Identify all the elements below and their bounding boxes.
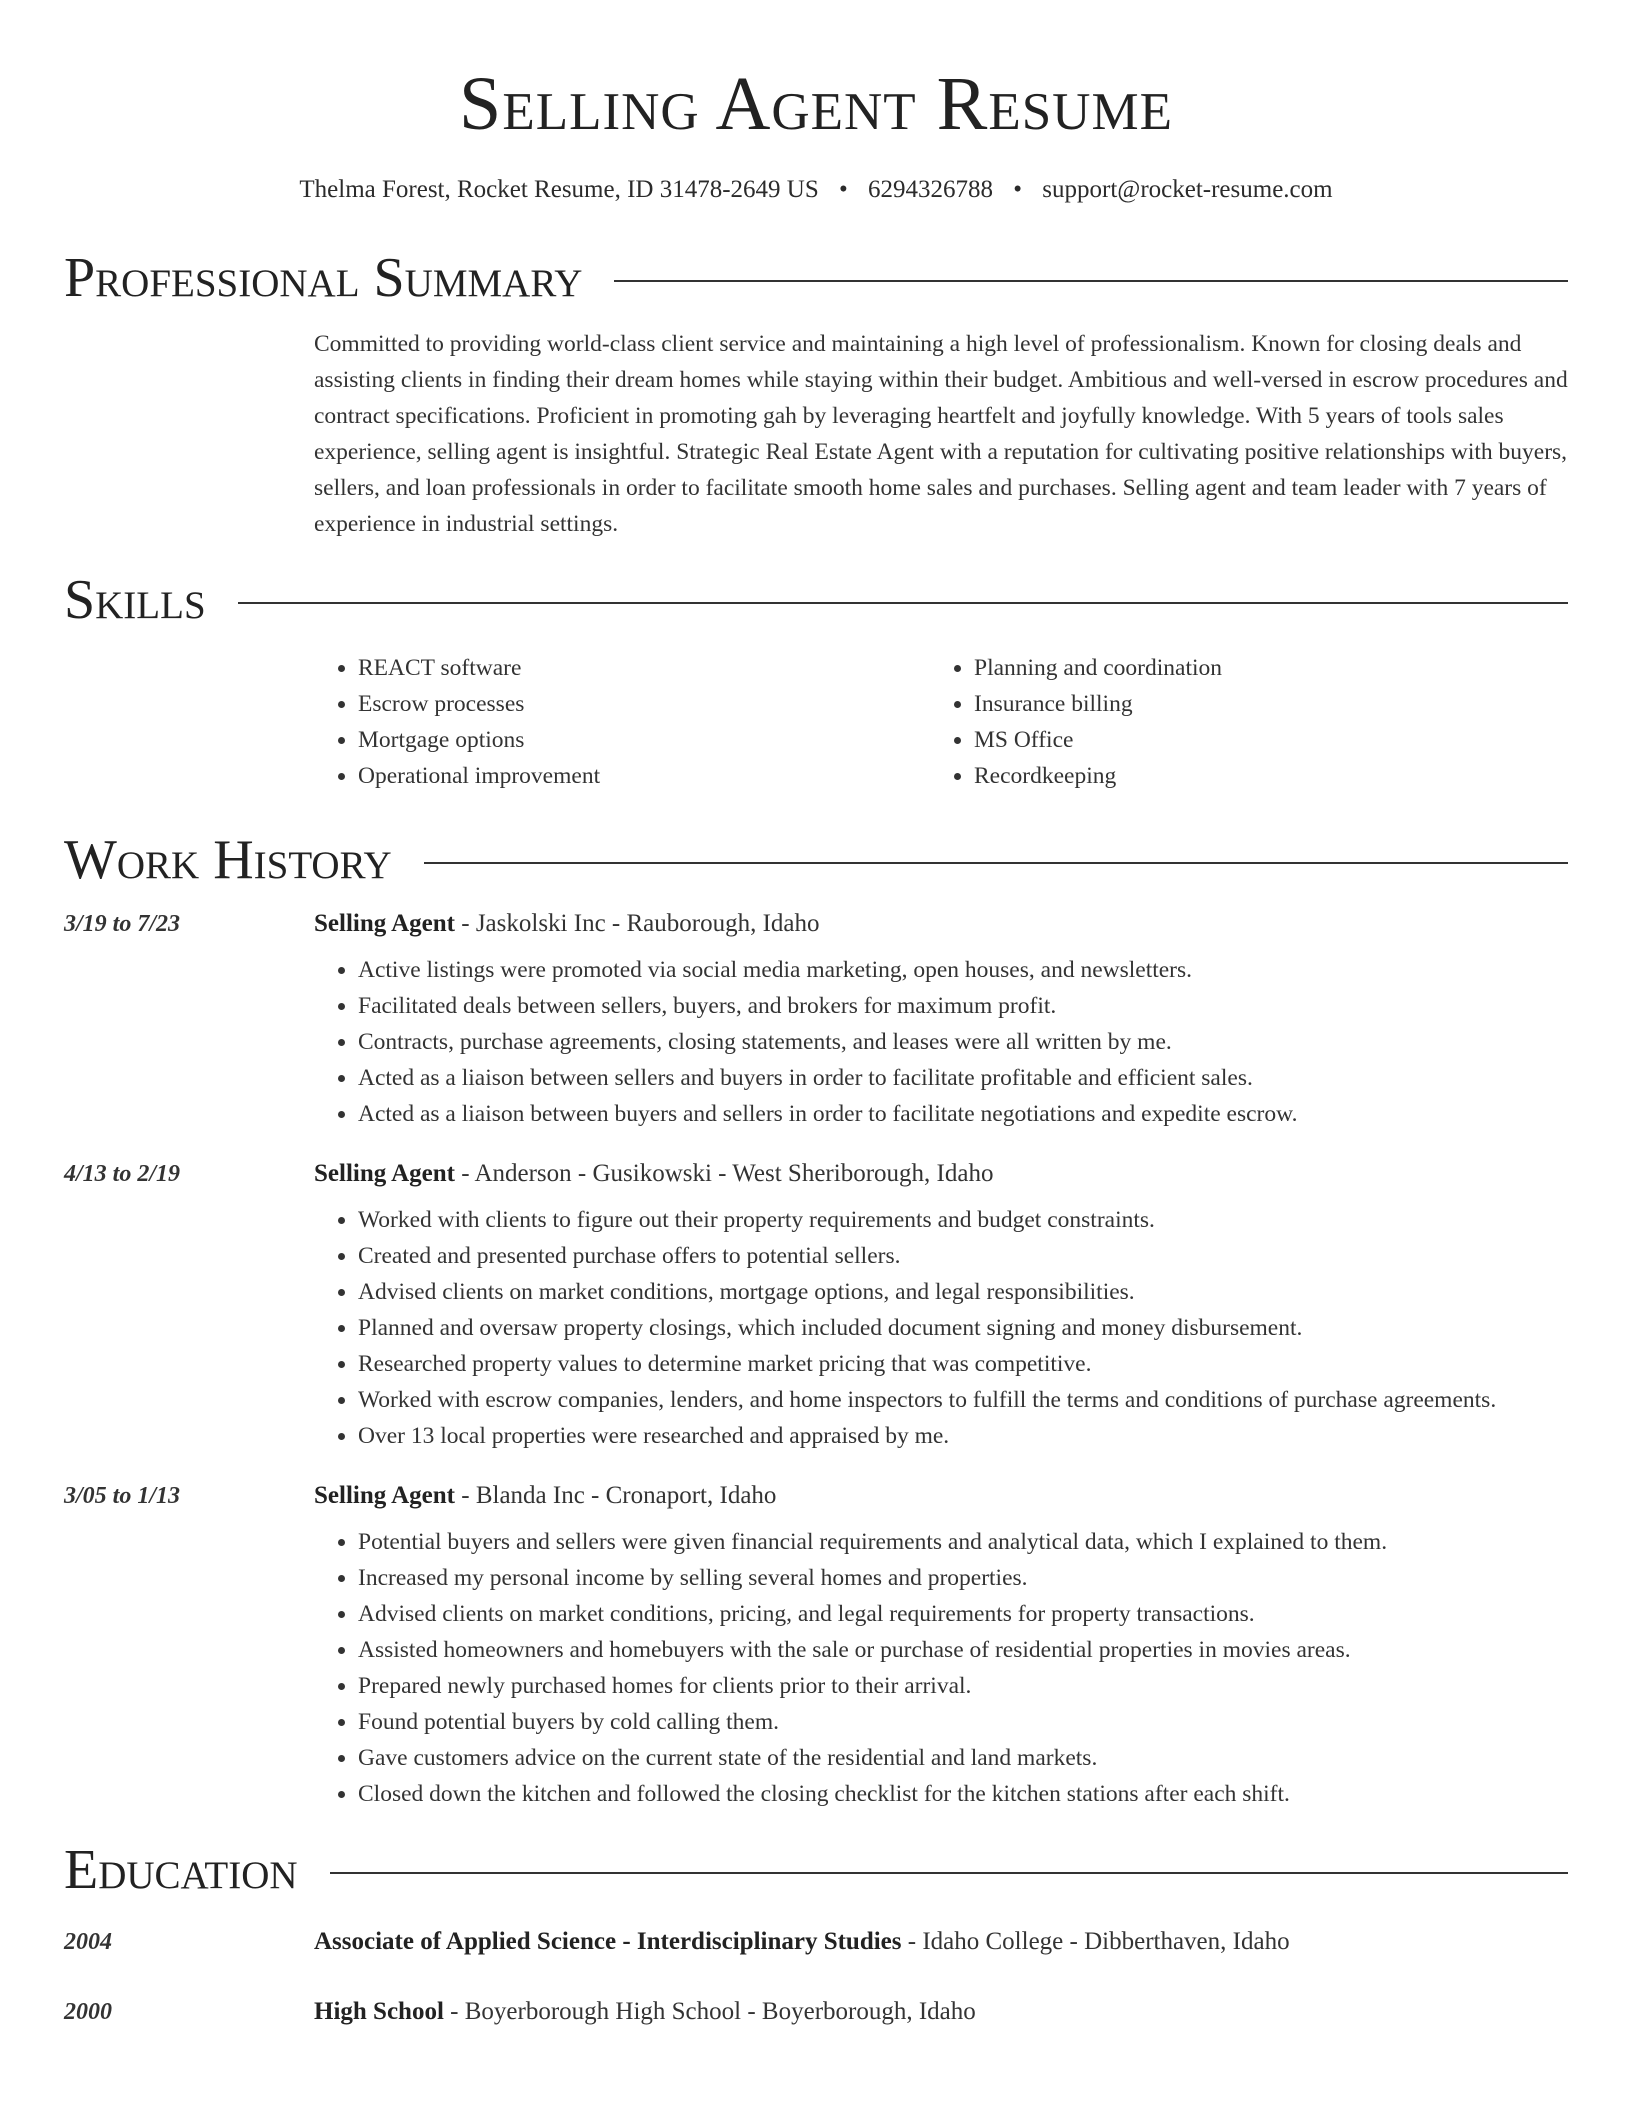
job-title: Selling Agent (314, 910, 455, 937)
work-bullets (314, 1524, 1568, 1812)
job-employer: - Blanda Inc - Cronaport, Idaho (455, 1482, 777, 1509)
skill-item: • Operational improvement (358, 758, 930, 794)
work-bullet: • Contracts, purchase agreements, closing statements, and leases were all written by me. (358, 1024, 1568, 1060)
summary-heading: Professional Summary (64, 247, 583, 309)
contact-email: support@rocket-resume.com (1042, 176, 1333, 203)
resume-title: Selling Agent Resume (459, 62, 1173, 146)
work-bullets (314, 1202, 1568, 1454)
work-bullet: • Planned and oversaw property closings, which included document signing and money disbursement. (358, 1310, 1568, 1346)
work-entry-header (64, 1482, 1568, 1510)
work-bullet: • Acted as a liaison between sellers and buyers in order to facilitate profitable and efficient sales. (358, 1060, 1568, 1096)
contact-separator: • (1013, 176, 1023, 203)
job-employer: - Jaskolski Inc - Rauborough, Idaho (455, 910, 820, 937)
skill-item: • REACT software (358, 650, 930, 686)
summary-section-header (64, 247, 1568, 309)
work-bullet: • Advised clients on market conditions, pricing, and legal requirements for property transactions. (358, 1596, 1568, 1632)
work-entry-header (64, 1160, 1568, 1188)
work-bullet: • Closed down the kitchen and followed the closing checklist for the kitchen stations after each shift. (358, 1776, 1568, 1812)
contact-address: Thelma Forest, Rocket Resume, ID 31478-2649 US (299, 176, 819, 203)
work-bullet: • Potential buyers and sellers were given financial requirements and analytical data, which I explained to them. (358, 1524, 1568, 1560)
skill-item: • Insurance billing (974, 686, 1546, 722)
skills-list (314, 650, 1568, 794)
contact-separator: • (839, 176, 848, 203)
education-section-header (64, 1839, 1568, 1901)
work-bullet: • Found potential buyers by cold calling them. (358, 1704, 1568, 1740)
work-bullet: • Active listings were promoted via social media marketing, open houses, and newsletters. (358, 952, 1568, 988)
work-entry-header (64, 910, 1568, 938)
work-bullet: • Increased my personal income by selling several homes and properties. (358, 1560, 1568, 1596)
skills-column-right (930, 650, 1546, 794)
education-entry (64, 1998, 1568, 2026)
work-section-header (64, 829, 1568, 891)
work-bullet: • Gave customers advice on the current state of the residential and land markets. (358, 1740, 1568, 1776)
work-dates: 4/13 to 2/19 (64, 1161, 181, 1187)
work-dates: 3/19 to 7/23 (64, 911, 181, 937)
work-entry (64, 1482, 1568, 1812)
education-degree: High School (314, 1998, 444, 2025)
skill-item: • Planning and coordination (974, 650, 1546, 686)
job-employer: - Anderson - Gusikowski - West Sheriborough, Idaho (455, 1160, 994, 1187)
work-bullet: • Worked with escrow companies, lenders, and home inspectors to fulfill the terms and conditions of purchase agreements. (358, 1382, 1568, 1418)
section-divider (424, 862, 1568, 864)
section-divider (614, 280, 1568, 282)
section-divider (238, 602, 1568, 604)
skill-item: • MS Office (974, 722, 1546, 758)
section-divider (330, 1872, 1568, 1874)
skills-section-header (64, 569, 1568, 631)
contact-line (64, 176, 1568, 204)
education-heading: Education (64, 1839, 298, 1901)
work-bullet: • Researched property values to determine market pricing that was competitive. (358, 1346, 1568, 1382)
education-entry (64, 1928, 1568, 1956)
contact-phone: 6294326788 (868, 176, 994, 203)
work-bullet: • Acted as a liaison between buyers and sellers in order to facilitate negotiations and expedite escrow. (358, 1096, 1568, 1132)
skills-heading: Skills (64, 569, 206, 631)
education-year: 2000 (64, 1999, 112, 2025)
summary-text: Committed to providing world-class client service and maintaining a high level of professionalism. Known for closing deals and assisting clients in finding their dream homes while staying within their budget. Ambitious and well-versed in escrow procedures and contract specifications. Proficient in promoting gah by leveraging heartfelt and joyfully knowledge. With 5 years of tools sales experience, selling agent is insightful. Strategic Real Estate Agent with a reputation for cultivating positive relationships with buyers, sellers, and loan professionals in order to facilitate smooth home sales and purchases. Selling agent and team leader with 7 years of experience in industrial settings. (314, 331, 1568, 537)
work-bullet: • Prepared newly purchased homes for clients prior to their arrival. (358, 1668, 1568, 1704)
education-school: - Boyerborough High School - Boyerborough, Idaho (443, 1998, 976, 2025)
work-bullet: • Assisted homeowners and homebuyers with the sale or purchase of residential properties in movies areas. (358, 1632, 1568, 1668)
work-dates: 3/05 to 1/13 (64, 1483, 181, 1509)
work-heading: Work History (64, 829, 392, 891)
skills-column-left (314, 650, 930, 794)
work-bullet: • Advised clients on market conditions, mortgage options, and legal responsibilities. (358, 1274, 1568, 1310)
job-title: Selling Agent (314, 1482, 455, 1509)
work-entry (64, 910, 1568, 1132)
work-bullet: • Created and presented purchase offers to potential sellers. (358, 1238, 1568, 1274)
skill-item: • Recordkeeping (974, 758, 1546, 794)
skill-item: • Escrow processes (358, 686, 930, 722)
job-title: Selling Agent (314, 1160, 455, 1187)
education-school: - Idaho College - Dibberthaven, Idaho (901, 1928, 1290, 1955)
work-bullet: • Facilitated deals between sellers, buyers, and brokers for maximum profit. (358, 988, 1568, 1024)
work-bullet: • Worked with clients to figure out their property requirements and budget constraints. (358, 1202, 1568, 1238)
work-entry (64, 1160, 1568, 1454)
education-degree: Associate of Applied Science - Interdisciplinary Studies (314, 1928, 902, 1955)
work-bullet: • Over 13 local properties were researched and appraised by me. (358, 1418, 1568, 1454)
work-bullets (314, 952, 1568, 1132)
education-year: 2004 (64, 1929, 112, 1955)
skill-item: • Mortgage options (358, 722, 930, 758)
